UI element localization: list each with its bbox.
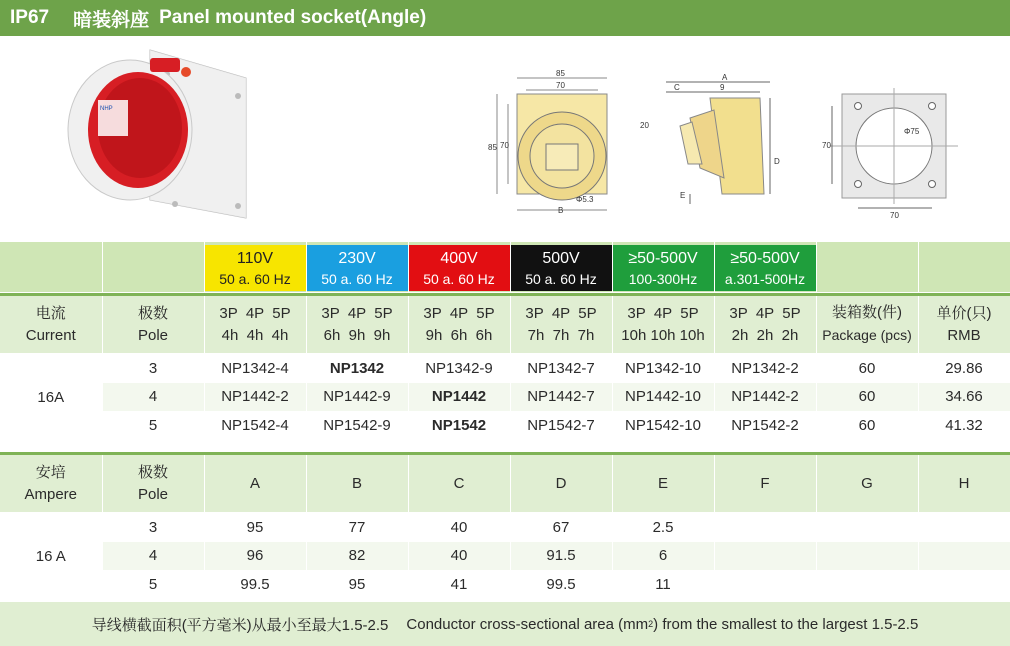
table-header: 电流 Current 极数 Pole 3P 4P 5P 4h 4h 4h 3P 4P 5P 6h 9h 9h 3P 4P 5P 9h 6h 6h 3P 4P 5P 7h 7h 7h 3P 4P 5P 10h 10h 10h 3P 4P 5P 2h 2h 2h 装箱数(件) Package (pcs) 单价(只) RMB [0,296,1010,354]
product-illustrations [0,38,1010,242]
svg-text:D: D [774,157,780,166]
voltage-band [0,242,1010,292]
voltage-50-500v-low: ≥50-500V 100-300Hz [613,245,714,291]
note-cn: 导线横截面积(平方毫米)从最小至最大1.5-2.5 [91,616,389,634]
panel-cutout-drawing [822,88,958,220]
svg-text:9: 9 [720,83,725,92]
brand-label: NHP [100,106,113,112]
voltage-230v: 230V 50 a. 60 Hz [307,245,408,291]
socket-photo [68,50,246,218]
table-row: 4 NP1442-2 NP1442-9 NP1442 NP1442-7 NP1442-10 NP1442-2 60 34.66 [0,383,1010,412]
current-cell: 16 A [0,513,102,599]
note-en-sup: 2 [648,619,654,629]
voltage-500v: 500V 50 a. 60 Hz [511,245,612,291]
svg-text:C: C [674,83,680,92]
svg-text:70: 70 [500,141,509,150]
svg-text:B: B [558,206,564,215]
svg-text:85: 85 [556,69,565,78]
title-cn: 暗装斜座 [73,9,150,31]
title-bar [0,0,1010,36]
svg-text:Φ5.3: Φ5.3 [576,195,594,204]
table-row: 5 NP1542-4 NP1542-9 NP1542 NP1542-7 NP1542-10 NP1542-2 60 41.32 [0,411,1010,440]
note-en-a: Conductor cross-sectional area (mm [406,615,649,633]
note-en-b: ) from the smallest to the largest 1.5-2.5 [653,615,919,633]
voltage-400v: 400V 50 a. 60 Hz [409,245,510,291]
voltage-50-500v-high: ≥50-500V a.301-500Hz [715,245,816,291]
front-view-drawing [488,69,607,215]
table-row: 16A 3 NP1342-4 NP1342 NP1342-9 NP1342-7 NP1342-10 NP1342-2 60 29.86 [0,354,1010,383]
ip-rating: IP67 [10,7,50,28]
svg-text:Φ75: Φ75 [904,127,920,136]
table-row: 16 A 3 95 77 40 67 2.5 [0,513,1010,542]
table-row: 4 96 82 40 91.5 6 [0,542,1010,571]
title-en: Panel mounted socket(Angle) [159,7,427,28]
svg-text:70: 70 [822,141,831,150]
svg-text:70: 70 [556,81,565,90]
model-table [0,296,1010,440]
svg-text:A: A [722,73,728,82]
current-cell: 16A [0,354,102,440]
svg-text:85: 85 [488,143,497,152]
voltage-110v: 110V 50 a. 60 Hz [205,245,306,291]
table-header: 安培 Ampere 极数 Pole A B C D E F G H [0,455,1010,513]
side-view-drawing [640,73,780,204]
svg-text:E: E [680,191,686,200]
svg-text:20: 20 [640,121,649,130]
dimension-table [0,455,1010,599]
table-row: 5 99.5 95 41 99.5 11 [0,570,1010,599]
conductor-note [0,602,1010,646]
svg-text:70: 70 [890,211,899,220]
